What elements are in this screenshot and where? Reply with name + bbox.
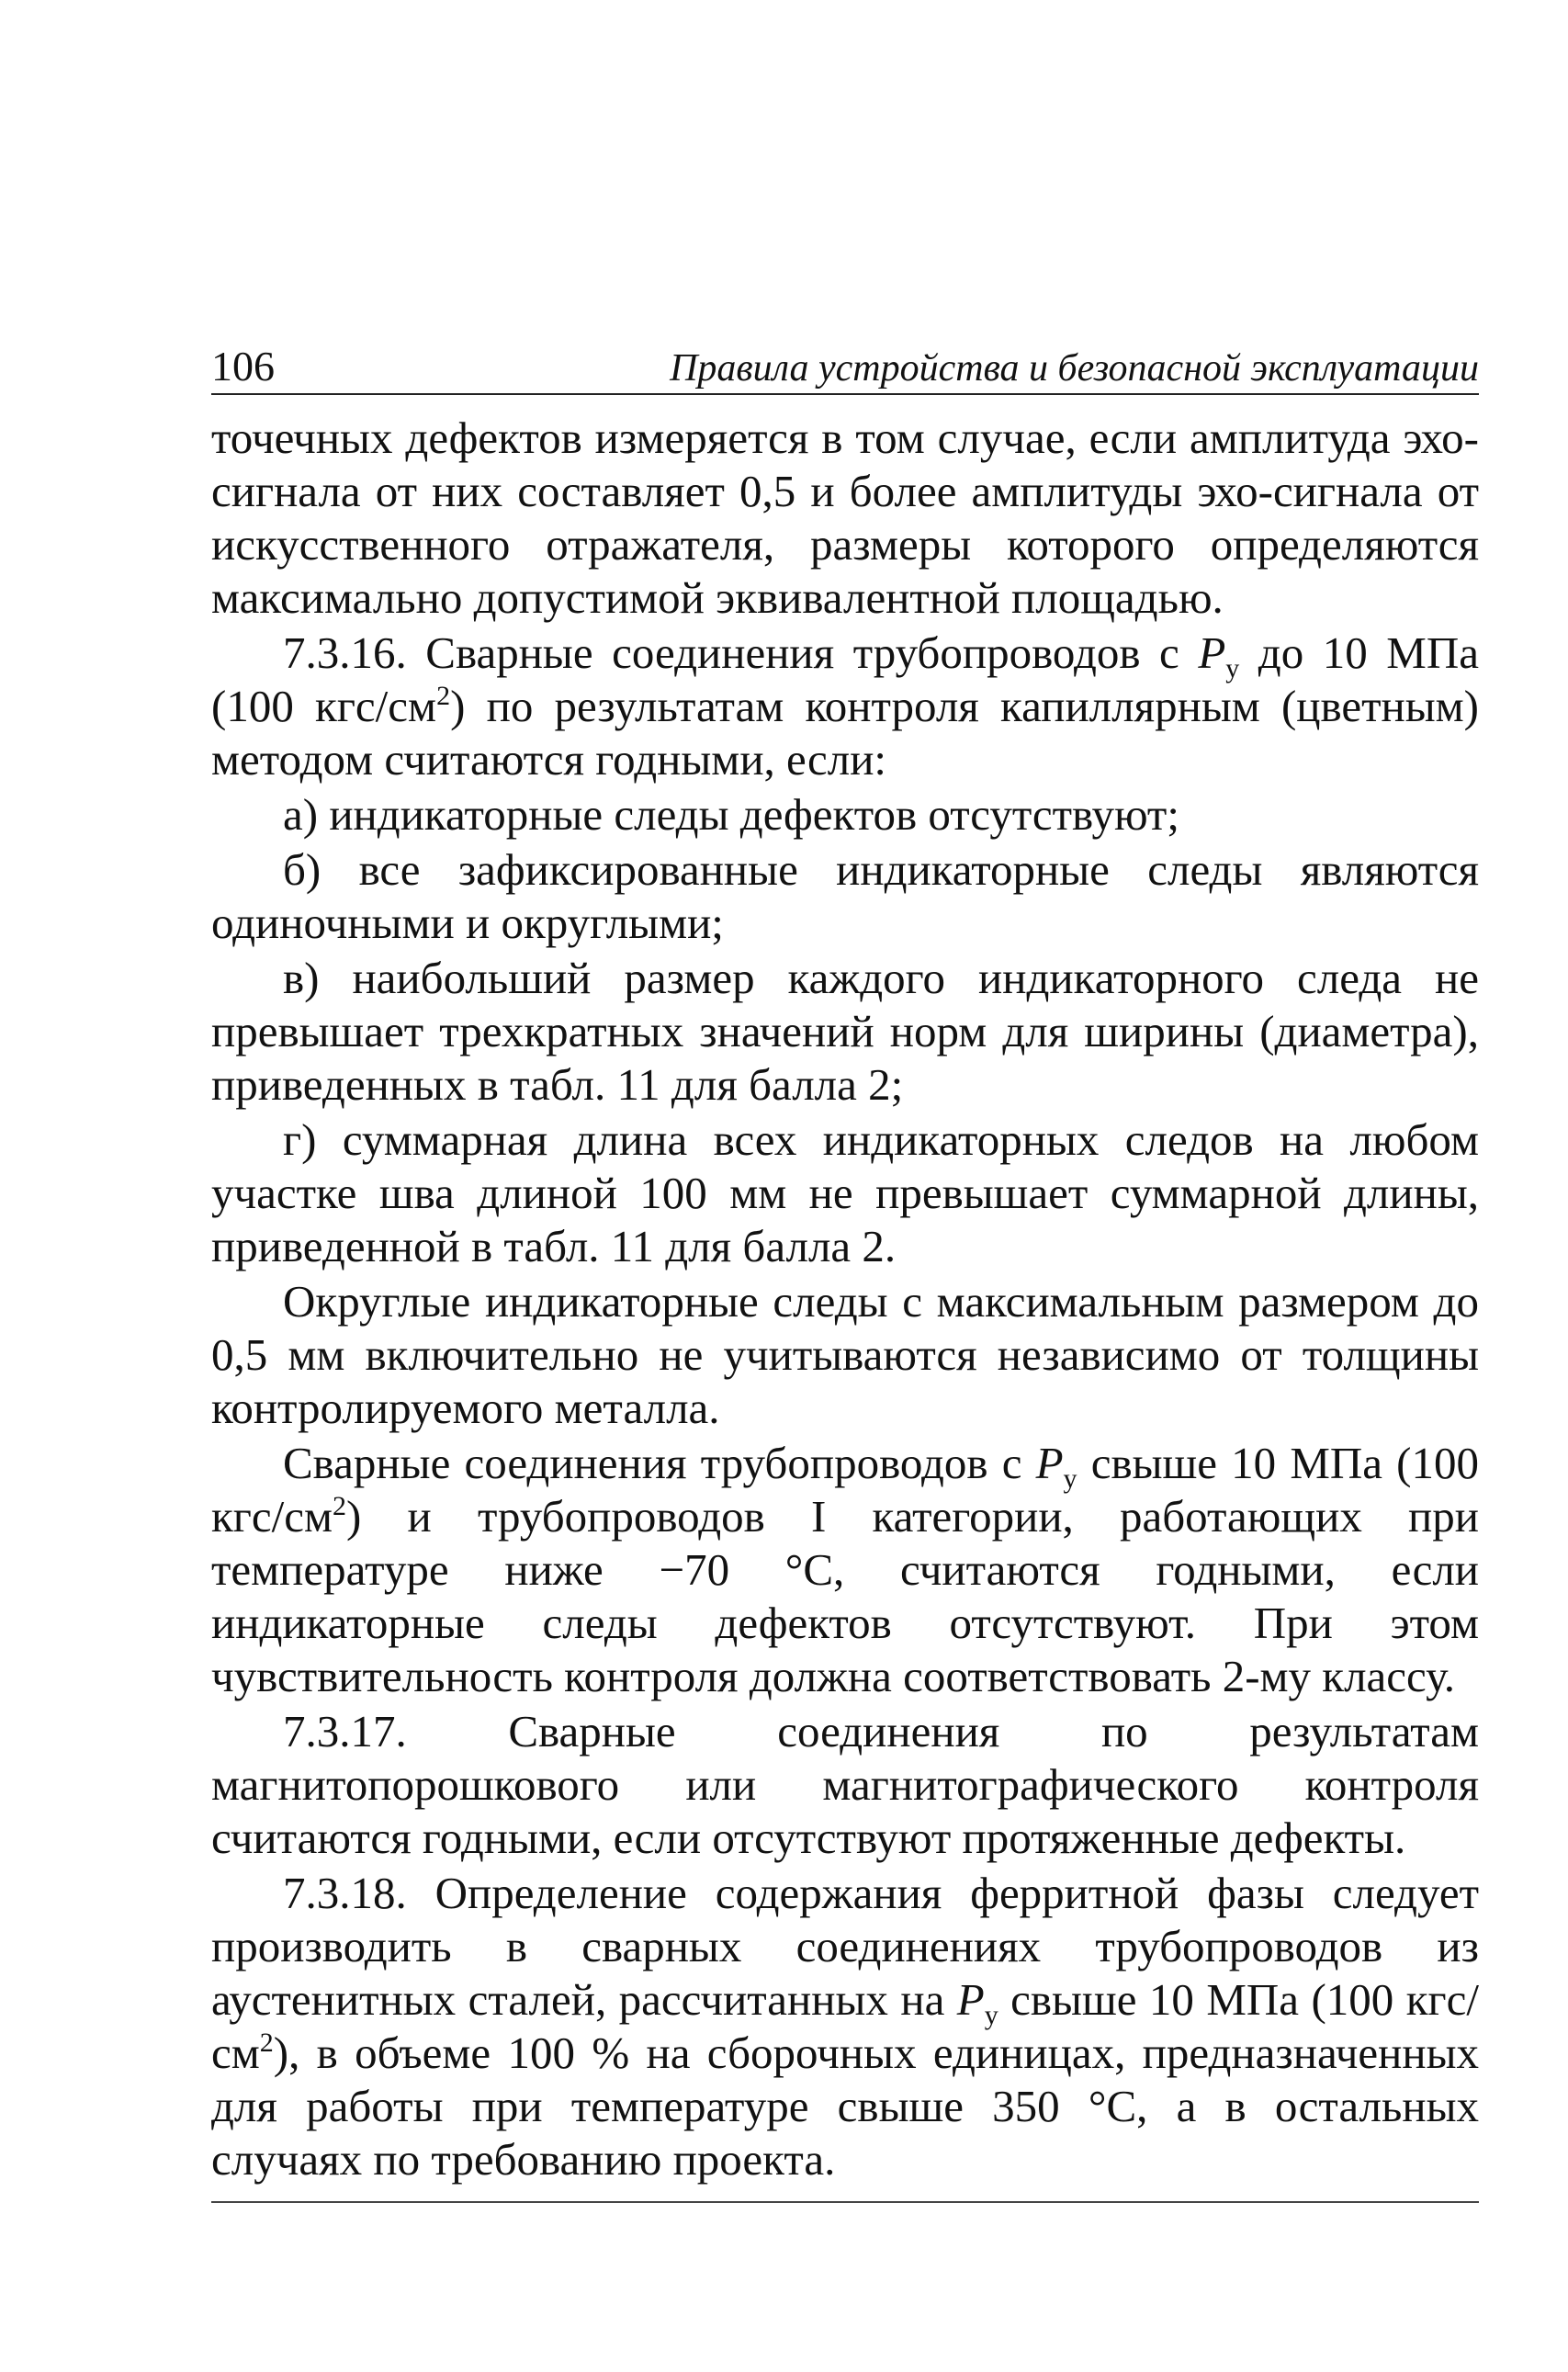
running-title: Правила устройства и безопасной эксплуатации bbox=[670, 347, 1479, 390]
paragraph-7-3-17: 7.3.17. Сварные соединения по результатам магнитопорошкового или магнитографического контроля считаются годными, если отсутствуют протяженные дефекты. bbox=[211, 1706, 1479, 1863]
superscript: 2 bbox=[259, 2027, 274, 2058]
list-item-v: в) наибольший размер каждого индикаторного следа не превышает трехкратных значений норм для ширины (диаметра), приведенных в табл. 11 для балла 2; bbox=[211, 953, 1479, 1110]
pressure-symbol: P bbox=[1035, 1438, 1064, 1488]
pressure-subscript: у bbox=[1225, 653, 1240, 683]
list-item-a: а) индикаторные следы дефектов отсутствуют; bbox=[283, 789, 1179, 840]
superscript: 2 bbox=[333, 1491, 347, 1521]
paragraph-7-3-16 bbox=[211, 627, 1479, 786]
paragraph-high-pressure bbox=[211, 1437, 1479, 1703]
footer-rule bbox=[211, 2201, 1479, 2203]
text-segment: до 10 МПа (100 кгс/см bbox=[211, 627, 1479, 731]
text-segment: Сварные соединения трубопроводов с bbox=[283, 1438, 1036, 1488]
list-item-g: г) суммарная длина всех индикаторных следов на любом участке шва длиной 100 мм не превышает суммарной длины, приведенной в табл. 11 для балла 2. bbox=[211, 1114, 1479, 1271]
paragraph-continuation: точечных дефектов измеряется в том случае, если амплитуда эхо-сигнала от них составляет 0,5 и более амплитуды эхо-сигнала от искусственного отражателя, размеры которого определяются максимально допустимой эквивалентной площадью. bbox=[211, 412, 1479, 623]
page-header bbox=[211, 338, 1479, 395]
page-number: 106 bbox=[211, 343, 275, 390]
pressure-symbol: P bbox=[956, 1974, 985, 2025]
text-segment: 7.3.16. Сварные соединения трубопроводов с bbox=[283, 627, 1199, 678]
text-segment: свыше 10 МПа (100 кгс/см bbox=[211, 1438, 1480, 1542]
text-segment: 7.3.18. Определение содержания ферритной фазы следует производить в сварных соединениях трубопроводов из аустенитных сталей, рассчитанных на bbox=[211, 1868, 1479, 2025]
pressure-subscript: у bbox=[1063, 1463, 1077, 1494]
text-segment: свыше 10 МПа (100 кгс/см bbox=[211, 1974, 1479, 2078]
paragraph-rounded-traces: Округлые индикаторные следы с максимальным размером до 0,5 мм включительно не учитываются независимо от толщины контролируемого металла. bbox=[211, 1276, 1479, 1433]
pressure-subscript: у bbox=[984, 2000, 998, 2030]
text-segment: ), в объеме 100 % на сборочных единицах, предназначенных для работы при температуре свыше 350 °С, а в остальных случаях по требованию проекта. bbox=[211, 2027, 1479, 2185]
text-segment: ) по результатам контроля капиллярным (цветным) методом считаются годными, если: bbox=[211, 681, 1479, 785]
pressure-symbol: P bbox=[1198, 627, 1226, 678]
text-segment: ) и трубопроводов I категории, работающих при температуре ниже −70 °С, считаются годными, если индикаторные следы дефектов отсутствуют. При этом чувствительность контроля должна соответствовать 2-му классу. bbox=[211, 1491, 1479, 1701]
body-text bbox=[211, 412, 1479, 2188]
list-item-b: б) все зафиксированные индикаторные следы являются одиночными и округлыми; bbox=[211, 844, 1479, 948]
paragraph-7-3-18 bbox=[211, 1867, 1479, 2186]
superscript: 2 bbox=[436, 681, 451, 711]
